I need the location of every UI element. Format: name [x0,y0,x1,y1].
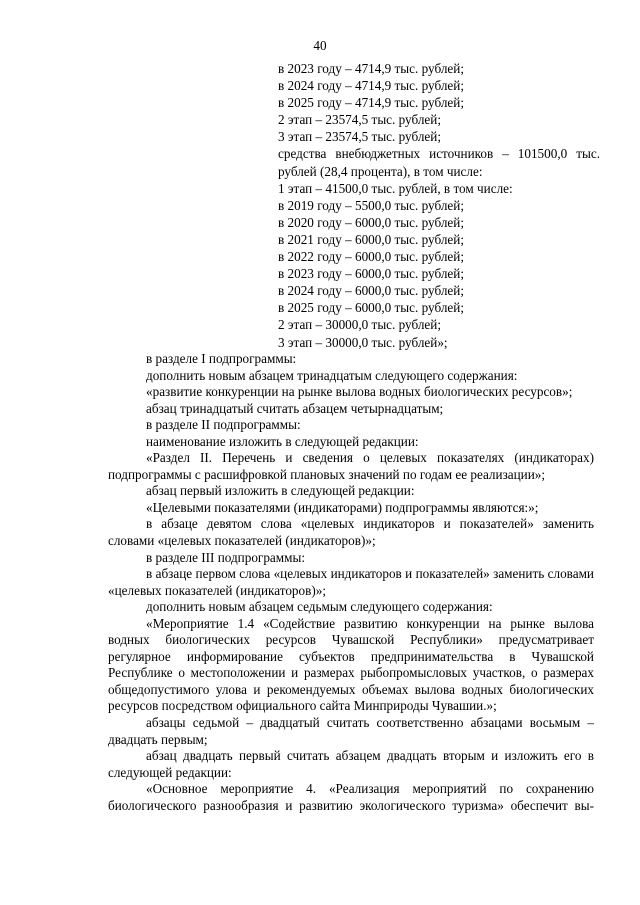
paragraph: в разделе I подпрограммы: [146,351,297,366]
financing-line: 2 этап – 23574,5 тыс. рублей; [278,112,442,128]
financing-line: в 2025 году – 4714,9 тыс. рублей; [278,95,464,111]
financing-line: в 2023 году – 6000,0 тыс. рублей; [278,266,464,282]
financing-line: в 2024 году – 6000,0 тыс. рублей; [278,283,464,299]
paragraph: абзац двадцать первый считать абзацем двадцать вторым и изложить его в следующей редакции: [108,748,594,780]
document-body [108,351,594,814]
financing-line: 3 этап – 30000,0 тыс. рублей»; [278,334,448,350]
financing-line: 2 этап – 30000,0 тыс. рублей; [278,317,442,333]
paragraph: в абзаце первом слова «целевых индикаторов и показателей» заменить словами «целевых показателей (индикаторов)»; [108,566,594,598]
paragraph: «развитие конкуренции на рынке вылова водных биологических ресурсов»; [146,384,573,400]
paragraph: дополнить новым абзацем седьмым следующего содержания: [146,599,493,615]
paragraph: «Основное мероприятие 4. «Реализация мероприятий по сохранению биологического разнообразия и развитию экологического туризма» обеспечит вы- [108,781,594,813]
paragraph: «Раздел II. Перечень и сведения о целевых показателях (индикаторах) подпрограммы с расшифровкой плановых значений по годам ее реализации»; [108,450,594,482]
financing-line: в 2023 году – 4714,9 тыс. рублей; [278,61,464,76]
paragraph: «Целевыми показателями (индикаторами) подпрограммы являются:»; [146,499,539,515]
financing-block [278,60,600,351]
paragraph: в разделе III подпрограммы: [146,549,306,565]
financing-line: в 2025 году – 6000,0 тыс. рублей; [278,300,464,316]
financing-line: рублей (28,4 процента), в том числе: [278,163,483,179]
financing-line: в 2022 году – 6000,0 тыс. рублей; [278,249,464,265]
paragraph: абзац первый изложить в следующей редакции: [146,483,415,499]
financing-line: в 2019 году – 5500,0 тыс. рублей; [278,197,464,213]
paragraph: дополнить новым абзацем тринадцатым следующего содержания: [146,367,518,383]
paragraph: абзацы седьмой – двадцатый считать соответственно абзацами восьмым – двадцать первым; [108,715,594,747]
financing-line: в 2020 году – 6000,0 тыс. рублей; [278,214,464,230]
financing-line: 3 этап – 23574,5 тыс. рублей; [278,129,442,145]
paragraph: в разделе II подпрограммы: [146,417,301,433]
paragraph: в абзаце девятом слова «целевых индикаторов и показателей» заменить словами «целевых показателей (индикаторов)»; [108,516,594,549]
financing-line: 1 этап – 41500,0 тыс. рублей, в том числе: [278,180,513,196]
paragraph: абзац тринадцатый считать абзацем четырнадцатым; [146,400,444,416]
financing-line: в 2021 году – 6000,0 тыс. рублей; [278,231,464,247]
page-number: 40 [313,38,327,53]
financing-line: средства внебюджетных источников – 101500,0 тыс. [278,146,600,162]
paragraph: «Мероприятие 1.4 «Содействие развитию конкуренции на рынке вылова водных биологических ресурсов Чувашской Республики» предусматривает регулярное информирование субъектов предпринимательства в Чувашской Республике о местоположении и размерах рыбопромысловых участков, о размерах общедопустимого улова и рекомендуемых объемах вылова водных биологических ресурсов посредством официального сайта Минприроды Чувашии.»; [108,615,594,714]
financing-line: в 2024 году – 4714,9 тыс. рублей; [278,78,464,94]
paragraph: наименование изложить в следующей редакции: [146,433,419,449]
